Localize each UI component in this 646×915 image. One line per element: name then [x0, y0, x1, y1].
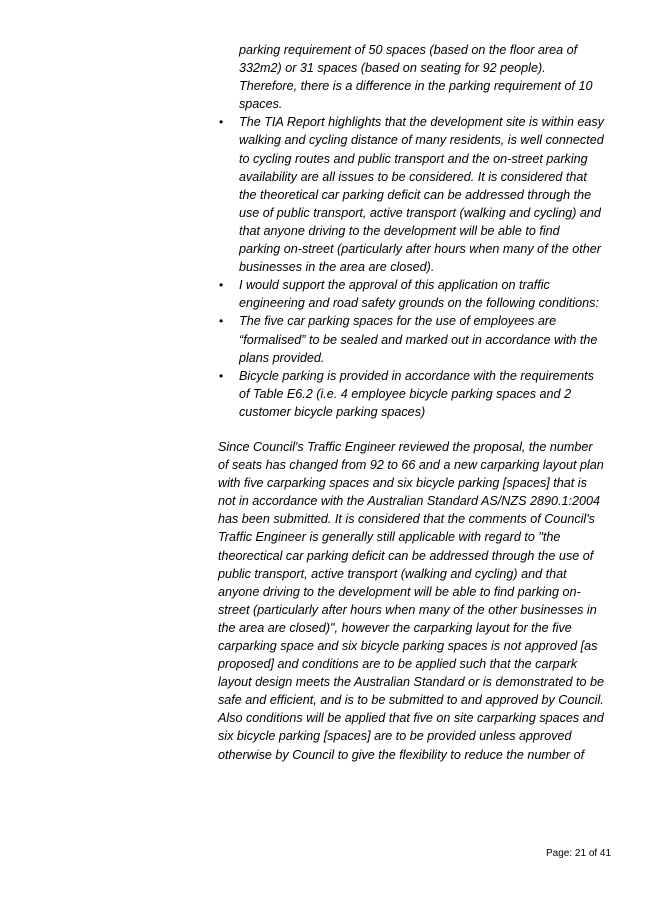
bullet-item-support-approval [218, 276, 604, 312]
bullet-item-tia-report [218, 113, 604, 276]
body-paragraph: Since Council's Traffic Engineer reviewed the proposal, the number of seats has changed from 92 to 66 and a new carparking layout plan with five carparking spaces and six bicycle parking [spaces] that is not in accordance with the Australian Standard AS/NZS 2890.1:2004 has been submitted. It is considered that the comments of Council's Traffic Engineer is generally still applicable with regard to "the theorectical car parking deficit can be addressed through the use of public transport, active transport (walking and cycling) and that anyone driving to the development will be able to find parking on-street (particularly after hours when many of the other businesses in the area are closed)", however the carparking layout for the five carparking space and six bicycle parking spaces is not approved [as proposed] and conditions are to be applied such that the carpark layout design meets the Australian Standard or is demonstrated to be safe and efficient, and is to be submitted to and approved by Council. Also conditions will be applied that five on site carparking spaces and six bicycle parking [spaces] are to be provided unless approved otherwise by Council to give the flexibility to reduce the number of [218, 439, 604, 762]
bullet-icon: • [219, 115, 224, 130]
bullet-item-car-parking-spaces [218, 312, 604, 366]
bullet-icon: • [219, 278, 224, 293]
bullet-item-bicycle-parking [218, 367, 604, 421]
page-number: Page: 21 of 41 [546, 848, 612, 859]
document-body [218, 41, 604, 764]
bullet-text: The five car parking spaces for the use of employees are “formalised” to be sealed and marked out in accordance with the plans provided. [239, 314, 598, 365]
bullet-text: I would support the approval of this application on traffic engineering and road safety grounds on the following conditions: [239, 278, 599, 311]
bullet-text: The TIA Report highlights that the development site is within easy walking and cycling distance of many residents, is well connected to cycling routes and public transport and the on-street parking availability are all issues to be considered. It is considered that the theoretical car parking deficit can be addressed through the use of public transport, active transport (walking and cycling) and that anyone driving to the development will be able to find parking on-street (particularly after hours when many of the other businesses in the area are closed). [239, 115, 604, 275]
intro-continuation-text: parking requirement of 50 spaces (based on the floor area of 332m2) or 31 spaces (based on seating for 92 people). Therefore, there is a difference in the parking requirement of 10 spaces. [239, 43, 593, 112]
bullet-icon: • [219, 314, 224, 329]
bullet-icon: • [219, 368, 224, 383]
bullet-text: Bicycle parking is provided in accordance with the requirements of Table E6.2 (i.e. 4 employee bicycle parking spaces and 2 customer bicycle parking spaces) [239, 368, 594, 419]
bullet-list [218, 113, 604, 421]
